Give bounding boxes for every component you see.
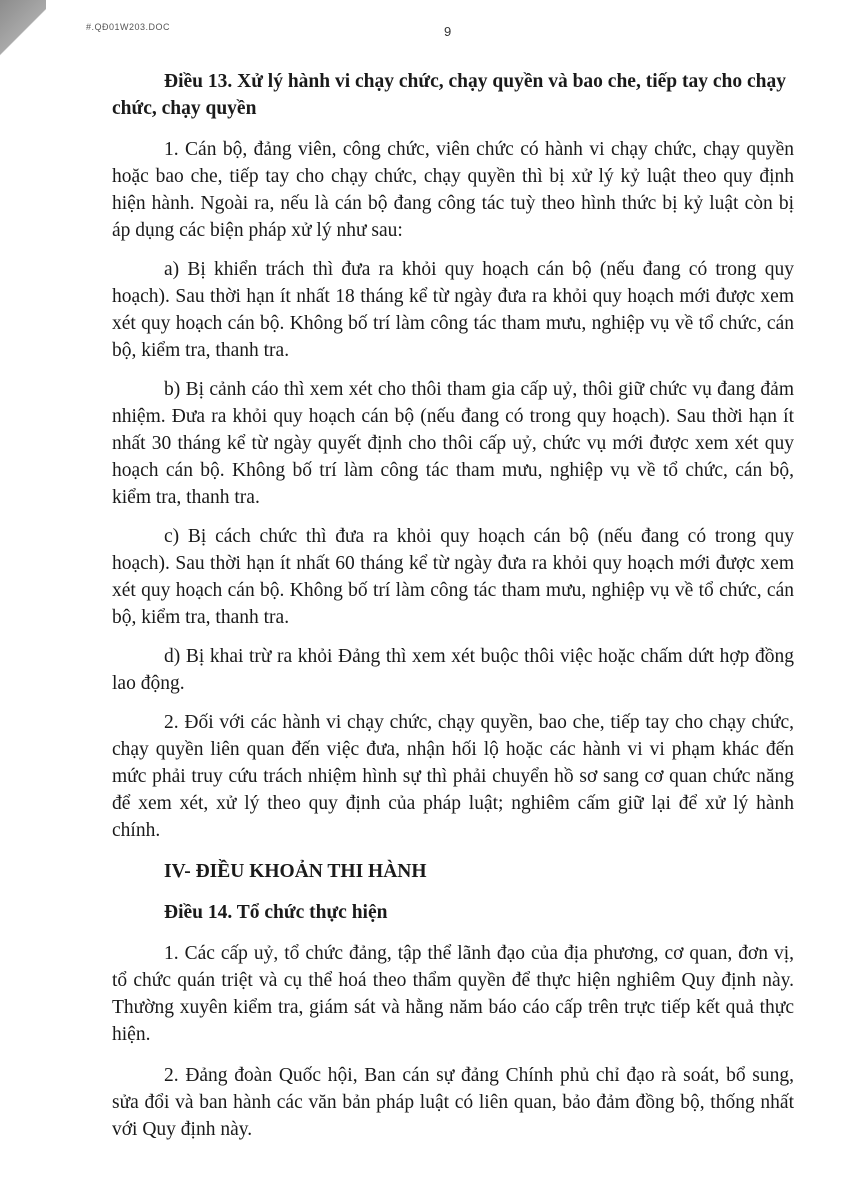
article-13-point-d: d) Bị khai trừ ra khỏi Đảng thì xem xét buộc thôi việc hoặc chấm dứt hợp đồng lao động. <box>112 646 794 694</box>
page-number: 9 <box>444 24 452 39</box>
article-13-point-c: c) Bị cách chức thì đưa ra khỏi quy hoạch cán bộ (nếu đang có trong quy hoạch). Sau thời hạn ít nhất 60 tháng kể từ ngày đưa ra khỏi quy hoạch mới được xem xét quy hoạch cán bộ. Không bố trí làm công tác tham mưu, nghiệp vụ về tổ chức, cán bộ, kiểm tra, thanh tra. <box>112 526 794 628</box>
article-13-clause-1: 1. Cán bộ, đảng viên, công chức, viên chức có hành vi chạy chức, chạy quyền hoặc bao che, tiếp tay cho chạy chức, chạy quyền thì bị xử lý kỷ luật theo quy định hiện hành. Ngoài ra, nếu là cán bộ đang công tác tuỳ theo hình thức bị kỷ luật còn bị áp dụng các biện pháp xử lý như sau: <box>112 139 794 241</box>
document-body <box>112 68 794 1143</box>
file-tag: #.QĐ01W203.DOC <box>86 22 171 32</box>
article-14-clause-1: 1. Các cấp uỷ, tổ chức đảng, tập thể lãnh đạo của địa phương, cơ quan, đơn vị, tổ chức quán triệt và cụ thể hoá theo thẩm quyền để thực hiện nghiêm Quy định này. Thường xuyên kiểm tra, giám sát và hằng năm báo cáo cấp trên trực tiếp kết quả thực hiện. <box>112 943 794 1045</box>
article-13-point-a: a) Bị khiển trách thì đưa ra khỏi quy hoạch cán bộ (nếu đang có trong quy hoạch). Sau thời hạn ít nhất 18 tháng kể từ ngày đưa ra khỏi quy hoạch mới được xem xét quy hoạch cán bộ. Không bố trí làm công tác tham mưu, nghiệp vụ về tổ chức, cán bộ, kiểm tra, thanh tra. <box>112 259 794 361</box>
article-13-point-b: b) Bị cảnh cáo thì xem xét cho thôi tham gia cấp uỷ, thôi giữ chức vụ đang đảm nhiệm. Đưa ra khỏi quy hoạch cán bộ (nếu đang có trong quy hoạch). Sau thời hạn ít nhất 30 tháng kể từ ngày quyết định cho thôi cấp uỷ, chức vụ mới được xem xét quy hoạch cán bộ. Không bố trí làm công tác tham mưu, nghiệp vụ về tổ chức, cán bộ, kiểm tra, thanh tra. <box>112 379 794 508</box>
article-13-title: Điều 13. Xử lý hành vi chạy chức, chạy quyền và bao che, tiếp tay cho chạy chức, chạy quyền <box>112 71 786 119</box>
section-4-title: IV- ĐIỀU KHOẢN THI HÀNH <box>164 861 427 882</box>
article-14-title: Điều 14. Tổ chức thực hiện <box>164 902 388 923</box>
scan-corner-shadow <box>0 0 46 90</box>
article-13-clause-2: 2. Đối với các hành vi chạy chức, chạy quyền, bao che, tiếp tay cho chạy chức, chạy quyền liên quan đến việc đưa, nhận hối lộ hoặc các hành vi vi phạm khác đến mức phải truy cứu trách nhiệm hình sự thì phải chuyển hồ sơ sang cơ quan chức năng để xem xét, xử lý theo quy định của pháp luật; nghiêm cấm giữ lại để xử lý hành chính. <box>112 712 794 841</box>
article-14-clause-2: 2. Đảng đoàn Quốc hội, Ban cán sự đảng Chính phủ chỉ đạo rà soát, bổ sung, sửa đổi và ban hành các văn bản pháp luật có liên quan, bảo đảm đồng bộ, thống nhất với Quy định này. <box>112 1065 794 1140</box>
